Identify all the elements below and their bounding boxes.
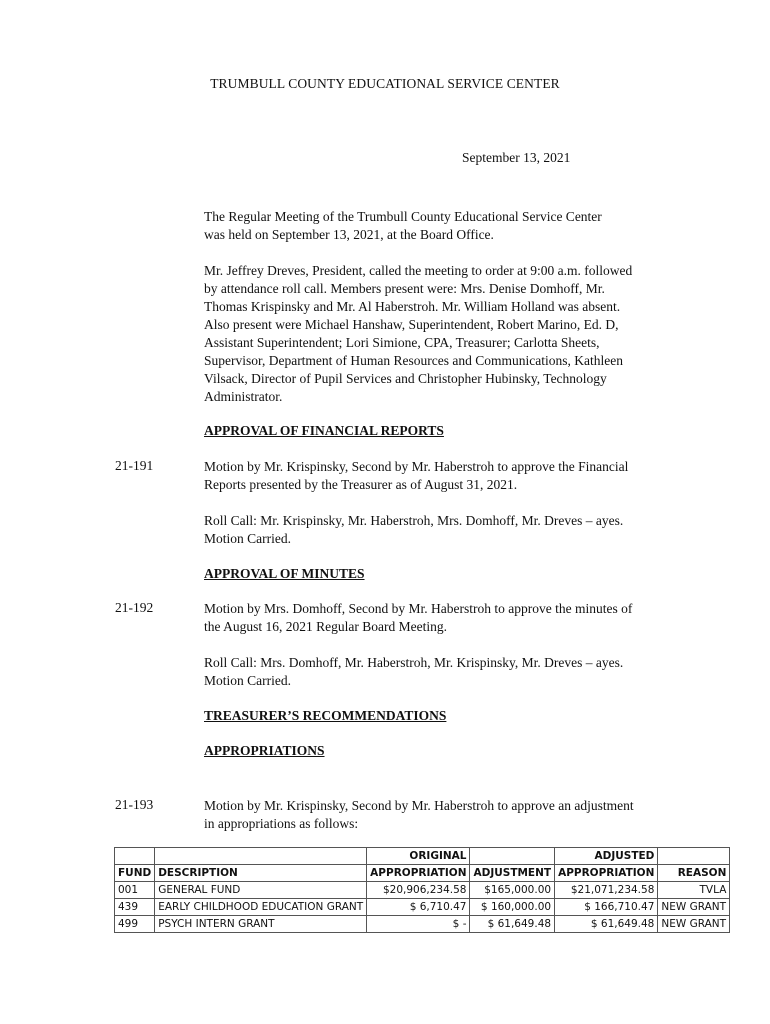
- cell-original: $ 6,710.47: [367, 899, 470, 916]
- cell-adjustment: $ 61,649.48: [470, 916, 555, 933]
- text-line: Supervisor, Department of Human Resources and Communications, Kathleen: [204, 353, 623, 368]
- cell-adjusted: $21,071,234.58: [555, 882, 658, 899]
- minutes-heading: APPROVAL OF MINUTES: [204, 566, 365, 581]
- text-line: Administrator.: [204, 389, 283, 404]
- text-line: was held on September 13, 2021, at the Board Office.: [204, 227, 494, 242]
- text-line: Reports presented by the Treasurer as of August 31, 2021.: [204, 477, 518, 492]
- cell-original: $20,906,234.58: [367, 882, 470, 899]
- text-line: in appropriations as follows:: [204, 816, 359, 831]
- text-line: The Regular Meeting of the Trumbull County Educational Service Center: [204, 209, 602, 224]
- minutes-motion: [204, 600, 704, 636]
- table-row: [115, 882, 730, 899]
- cell-description: GENERAL FUND: [155, 882, 367, 899]
- cell-adjusted: $ 166,710.47: [555, 899, 658, 916]
- header-adjustment: ADJUSTMENT: [470, 865, 555, 882]
- financial-rollcall: [204, 512, 704, 548]
- text-line: the August 16, 2021 Regular Board Meeting.: [204, 619, 447, 634]
- text-line: by attendance roll call. Members present were: Mrs. Denise Domhoff, Mr.: [204, 281, 605, 296]
- header-cell-empty: [155, 848, 367, 865]
- cell-fund: 499: [115, 916, 155, 933]
- cell-adjustment: $ 160,000.00: [470, 899, 555, 916]
- header-appropriation: APPROPRIATION: [367, 865, 470, 882]
- text-line: Motion by Mrs. Domhoff, Second by Mr. Haberstroh to approve the minutes of: [204, 601, 633, 616]
- header-adjusted-appropriation: APPROPRIATION: [555, 865, 658, 882]
- cell-fund: 439: [115, 899, 155, 916]
- header-reason: REASON: [658, 865, 730, 882]
- header-adjusted: ADJUSTED: [555, 848, 658, 865]
- minutes-rollcall: [204, 654, 704, 690]
- text-line: Vilsack, Director of Pupil Services and Christopher Hubinsky, Technology: [204, 371, 607, 386]
- cell-reason: NEW GRANT: [658, 916, 730, 933]
- cell-description: EARLY CHILDHOOD EDUCATION GRANT: [155, 899, 367, 916]
- header-original: ORIGINAL: [367, 848, 470, 865]
- meeting-date: September 13, 2021: [462, 150, 571, 165]
- text-line: Mr. Jeffrey Dreves, President, called the meeting to order at 9:00 a.m. followed: [204, 263, 633, 278]
- header-description: DESCRIPTION: [155, 865, 367, 882]
- cell-reason: TVLA: [658, 882, 730, 899]
- text-line: Assistant Superintendent; Lori Simione, CPA, Treasurer; Carlotta Sheets,: [204, 335, 600, 350]
- treasurer-recommendations-heading: TREASURER’S RECOMMENDATIONS: [204, 708, 447, 723]
- header-cell-empty: [658, 848, 730, 865]
- appropriations-table: [114, 847, 730, 933]
- motion-number-21-192: 21-192: [115, 600, 154, 615]
- text-line: Thomas Krispinsky and Mr. Al Haberstroh. Mr. William Holland was absent.: [204, 299, 621, 314]
- cell-adjusted: $ 61,649.48: [555, 916, 658, 933]
- cell-description: PSYCH INTERN GRANT: [155, 916, 367, 933]
- header-cell-empty: [115, 848, 155, 865]
- table-row: [115, 916, 730, 933]
- table-header-row-1: [115, 848, 730, 865]
- text-line: Also present were Michael Hanshaw, Superintendent, Robert Marino, Ed. D,: [204, 317, 619, 332]
- motion-number-21-191: 21-191: [115, 458, 154, 473]
- cell-fund: 001: [115, 882, 155, 899]
- header-fund: FUND: [115, 865, 155, 882]
- text-line: Motion by Mr. Krispinsky, Second by Mr. Haberstroh to approve an adjustment: [204, 798, 634, 813]
- motion-number-21-193: 21-193: [115, 797, 154, 812]
- cell-adjustment: $165,000.00: [470, 882, 555, 899]
- financial-motion: [204, 458, 704, 494]
- text-line: Motion Carried.: [204, 531, 291, 546]
- appropriations-motion: [204, 797, 704, 833]
- text-line: Roll Call: Mrs. Domhoff, Mr. Haberstroh, Mr. Krispinsky, Mr. Dreves – ayes.: [204, 655, 624, 670]
- cell-original: $ -: [367, 916, 470, 933]
- intro-paragraph-1: [204, 208, 704, 244]
- financial-reports-heading: APPROVAL OF FINANCIAL REPORTS: [204, 423, 444, 438]
- text-line: Roll Call: Mr. Krispinsky, Mr. Haberstroh, Mrs. Domhoff, Mr. Dreves – ayes.: [204, 513, 624, 528]
- intro-paragraph-2: [204, 262, 704, 406]
- text-line: Motion Carried.: [204, 673, 291, 688]
- table-row: [115, 899, 730, 916]
- header-cell-empty: [470, 848, 555, 865]
- appropriations-heading: APPROPRIATIONS: [204, 743, 325, 758]
- org-title: TRUMBULL COUNTY EDUCATIONAL SERVICE CENTER: [210, 76, 560, 91]
- table-header-row-2: [115, 865, 730, 882]
- cell-reason: NEW GRANT: [658, 899, 730, 916]
- text-line: Motion by Mr. Krispinsky, Second by Mr. Haberstroh to approve the Financial: [204, 459, 629, 474]
